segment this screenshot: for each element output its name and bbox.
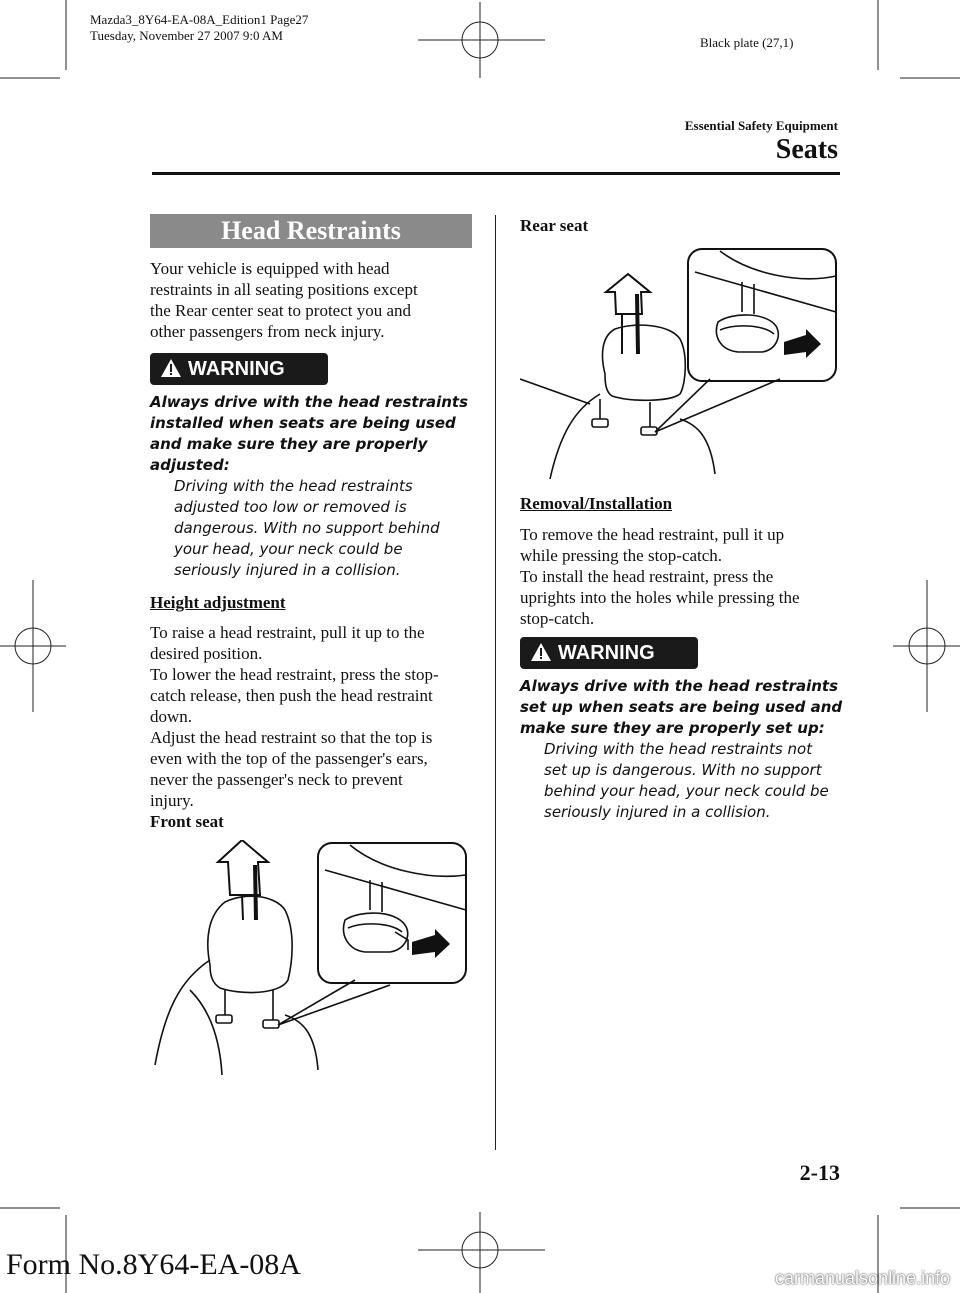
text-line: other passengers from neck injury.: [150, 322, 385, 341]
subheading-removal-installation: Removal/Installation: [520, 494, 673, 513]
text-line: the Rear center seat to protect you and: [150, 301, 412, 320]
text-line: Your vehicle is equipped with head: [150, 259, 390, 278]
warning-label: WARNING: [558, 642, 655, 664]
warning-bold-line: Always drive with the head restraints: [520, 677, 839, 695]
text-line: while pressing the stop-catch.: [520, 546, 723, 565]
text-line: To lower the head restraint, press the stop-: [150, 665, 439, 684]
warning-icon: [160, 358, 182, 378]
warning-bold-line: set up when seats are being used and: [520, 698, 843, 716]
warning-icon: [530, 642, 552, 662]
subheading-height-adjustment: Height adjustment: [150, 593, 286, 612]
warning-italic-line: behind your head, your neck could be: [544, 782, 829, 800]
plate-info: Black plate (27,1): [700, 35, 794, 50]
warning-bold-line: installed when seats are being used: [150, 414, 456, 432]
page-title: Seats: [775, 134, 838, 165]
warning-italic-line: Driving with the head restraints: [174, 477, 413, 495]
text-line: even with the top of the passenger's ears,: [150, 749, 428, 768]
front-seat-illustration: [150, 840, 475, 1080]
warning-text-2: [520, 676, 850, 823]
form-number: Form No.8Y64-EA-08A: [6, 1248, 301, 1281]
warning-italic-line: set up is dangerous. With no support: [544, 761, 822, 779]
text-line: catch release, then push the head restraint: [150, 686, 433, 705]
print-info: [90, 12, 308, 44]
header-rule: [152, 172, 840, 175]
warning-bold-line: and make sure they are properly: [150, 435, 428, 453]
warning-label: WARNING: [188, 358, 285, 380]
column-divider: [495, 215, 496, 1150]
text-line: To remove the head restraint, pull it up: [520, 525, 785, 544]
warning-italic-line: Driving with the head restraints not: [544, 740, 813, 758]
removal-paragraph: [520, 524, 850, 629]
text-line: Adjust the head restraint so that the top is: [150, 728, 433, 747]
section-label: Essential Safety Equipment: [684, 118, 838, 133]
warning-badge: [150, 353, 328, 385]
section-banner: Head Restraints: [150, 214, 472, 248]
warning-italic-line: your head, your neck could be: [174, 540, 403, 558]
figure-label-front: Front seat: [150, 812, 224, 831]
text-line: To install the head restraint, press the: [520, 567, 774, 586]
text-line: never the passenger's neck to prevent: [150, 770, 403, 789]
warning-italic-line: adjusted too low or removed is: [174, 498, 407, 516]
warning-bold-line: Always drive with the head restraints: [150, 393, 469, 411]
warning-bold-line: make sure they are properly set up:: [520, 719, 825, 737]
warning-bold-line: adjusted:: [150, 456, 230, 474]
text-line: uprights into the holes while pressing the: [520, 588, 800, 607]
text-line: injury.: [150, 791, 194, 810]
print-info-date: Tuesday, November 27 2007 9:0 AM: [90, 28, 283, 43]
height-adjustment-paragraph: [150, 622, 485, 832]
rear-seat-illustration: [520, 244, 845, 484]
page-number: 2-13: [799, 1160, 840, 1185]
watermark: carmanualsonline.info: [775, 1268, 951, 1288]
text-line: stop-catch.: [520, 609, 595, 628]
warning-italic-line: seriously injured in a collision.: [544, 803, 771, 821]
intro-paragraph: [150, 258, 480, 342]
text-line: down.: [150, 707, 193, 726]
text-line: restraints in all seating positions except: [150, 280, 418, 299]
figure-label-rear: Rear seat: [520, 216, 589, 235]
text-line: desired position.: [150, 644, 263, 663]
text-line: To raise a head restraint, pull it up to the: [150, 623, 425, 642]
warning-text: [150, 392, 485, 581]
warning-italic-line: dangerous. With no support behind: [174, 519, 440, 537]
warning-italic-line: seriously injured in a collision.: [174, 561, 401, 579]
warning-badge-2: [520, 637, 698, 669]
print-info-file: Mazda3_8Y64-EA-08A_Edition1 Page27: [90, 12, 309, 27]
